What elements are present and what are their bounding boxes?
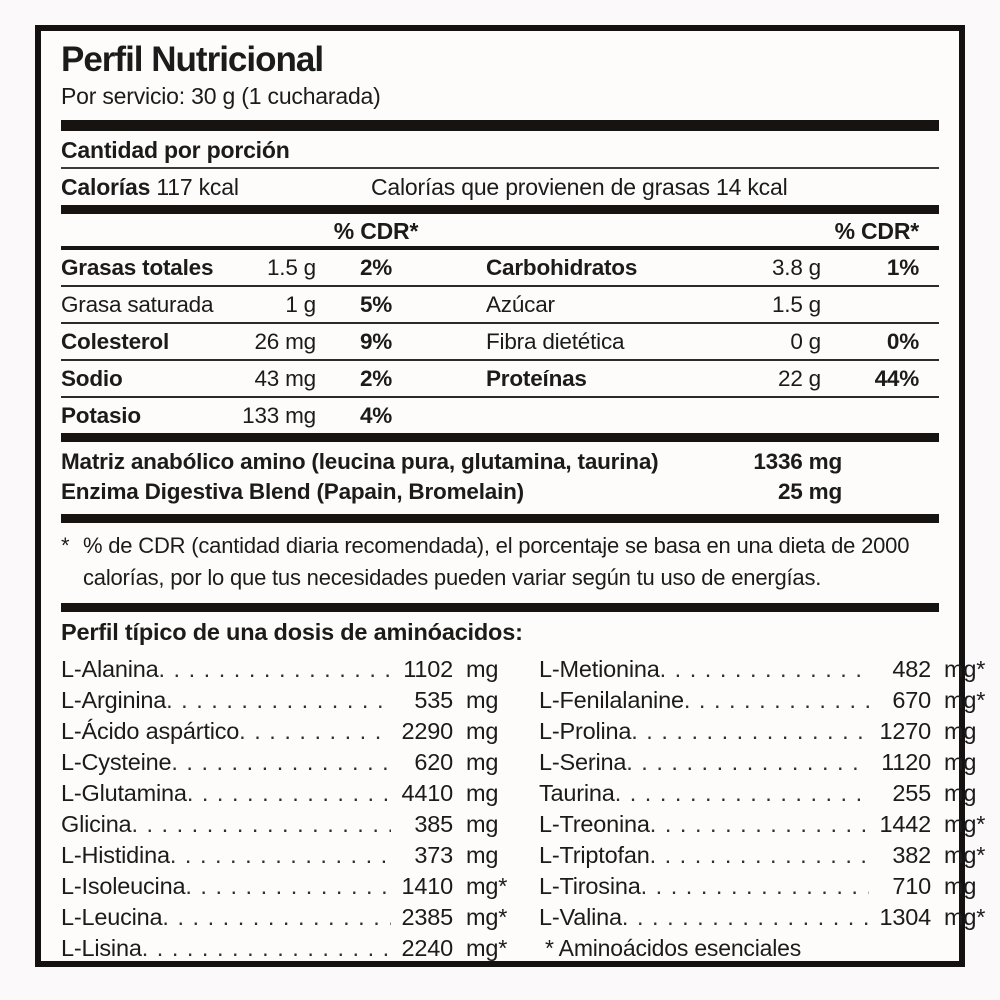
nutrient-name: Sodio	[61, 366, 123, 391]
amino-acid-unit: mg*	[944, 656, 986, 682]
amino-column-right	[539, 654, 986, 964]
cdr-header-left: % CDR*	[333, 218, 419, 244]
amino-acid-row	[61, 654, 505, 685]
nutrient-name: Grasas totales	[61, 255, 214, 280]
amino-acid-name: L-Prolina	[539, 718, 632, 744]
blend-section	[61, 442, 939, 514]
blend-row	[61, 477, 939, 507]
amino-acid-row	[539, 871, 983, 902]
amino-acid-row	[61, 902, 508, 933]
amino-acid-row	[539, 778, 983, 809]
amino-acid-unit: mg	[466, 811, 499, 837]
nutrient-percent-cdr: 9%	[359, 329, 393, 354]
nutrient-name: Potasio	[61, 403, 141, 428]
nutrient-percent-cdr	[821, 402, 939, 429]
nutrient-percent-cdr: 2%	[359, 255, 393, 280]
amino-acid-value: 1304	[879, 904, 931, 930]
blend-amount: 25 mg	[777, 479, 842, 504]
amino-acid-name: L-Tirosina	[539, 873, 641, 899]
amino-acid-row	[61, 716, 505, 747]
amino-acid-unit: mg	[944, 749, 977, 775]
amino-acid-name: L-Treonina	[539, 811, 650, 837]
amino-acid-row	[539, 902, 986, 933]
amino-acid-row	[61, 809, 505, 840]
amino-acid-row	[61, 840, 505, 871]
nutrient-percent-cdr: 5%	[359, 292, 393, 317]
amino-column-left	[61, 654, 508, 964]
amino-acid-value: 1442	[879, 811, 931, 837]
nutrient-name: Carbohidratos	[486, 255, 638, 280]
amino-acid-name: L-Leucina	[61, 904, 163, 930]
section-bar	[61, 120, 939, 131]
section-bar	[61, 603, 939, 612]
dot-leader	[615, 778, 869, 809]
dot-leader	[622, 902, 869, 933]
dot-leader	[660, 654, 869, 685]
amino-acid-value: 385	[414, 811, 453, 837]
amino-acid-row	[61, 747, 505, 778]
amino-acid-unit: mg*	[944, 842, 986, 868]
nutrient-row	[61, 398, 939, 433]
dot-leader	[684, 685, 869, 716]
amino-acid-value: 1102	[403, 656, 453, 682]
blend-name: Matriz anabólico amino (leucina pura, glutamina, taurina)	[61, 449, 659, 474]
footnote-marker: *	[61, 533, 70, 558]
amino-acid-name: L-Fenilalanine	[539, 687, 684, 713]
amino-acid-value: 710	[892, 873, 931, 899]
amino-acid-name: L-Ácido aspártico	[61, 718, 240, 744]
amino-acid-unit: mg	[466, 687, 499, 713]
nutrient-percent-cdr: 0%	[886, 329, 919, 354]
dot-leader	[650, 809, 869, 840]
blend-amount: 1336 mg	[753, 449, 842, 474]
nutrient-amount: 3.8 g	[771, 255, 821, 280]
column-gap	[436, 291, 486, 318]
cdr-footnote	[61, 523, 939, 603]
amino-acid-unit: mg*	[944, 904, 986, 930]
dot-leader	[171, 747, 391, 778]
amino-acid-row	[61, 685, 505, 716]
nutrient-amount	[716, 402, 821, 429]
amino-acid-name: L-Cysteine	[61, 749, 172, 775]
amino-acid-name: L-Glutamina	[61, 780, 187, 806]
amino-acid-name: L-Isoleucina	[61, 873, 186, 899]
nutrient-amount: 22 g	[778, 366, 821, 391]
amino-acid-value: 255	[892, 780, 931, 806]
nutrient-amount: 0 g	[790, 329, 821, 354]
amino-acid-value: 482	[892, 656, 931, 682]
section-bar	[61, 514, 939, 523]
nutrient-name: Fibra dietética	[486, 329, 625, 354]
nutrition-label	[35, 25, 986, 967]
amino-acid-unit: mg*	[944, 811, 986, 837]
nutrient-amount: 1.5 g	[266, 255, 316, 280]
amino-acid-name: Glicina	[61, 811, 132, 837]
nutrient-name: Azúcar	[486, 292, 555, 317]
nutrient-row	[61, 361, 939, 396]
blend-row	[61, 447, 939, 477]
amino-acid-row	[539, 716, 983, 747]
amino-acid-unit: mg	[944, 718, 977, 744]
amino-acid-name: L-Valina	[539, 904, 622, 930]
amino-acid-value: 1270	[879, 718, 931, 744]
nutrient-row	[61, 287, 939, 322]
amino-acid-value: 373	[414, 842, 453, 868]
calories-from-fat: Calorías que provienen de grasas 14 kcal	[371, 174, 788, 200]
dot-leader	[162, 902, 391, 933]
dot-leader	[159, 654, 392, 685]
amino-acid-unit: mg	[944, 780, 977, 806]
column-gap	[436, 254, 486, 281]
amino-acid-row	[61, 933, 508, 964]
page-title: Perfil Nutricional	[61, 40, 324, 79]
nutrient-name	[486, 402, 716, 429]
amino-acid-name: L-Alanina	[61, 656, 159, 682]
amino-acid-name: L-Histidina	[61, 842, 170, 868]
nutrient-amount: 133 mg	[242, 403, 316, 428]
amino-acid-unit: mg	[466, 718, 499, 744]
nutrient-amount: 1.5 g	[771, 292, 821, 317]
calories-cell	[61, 173, 371, 201]
cdr-header-row	[61, 214, 939, 246]
amino-acid-row	[539, 840, 986, 871]
amino-acid-value: 2290	[401, 718, 453, 744]
nutrient-percent-cdr: 4%	[359, 403, 393, 428]
amino-acid-name: L-Serina	[539, 749, 627, 775]
amino-acid-unit: mg	[466, 842, 499, 868]
dot-leader	[142, 933, 391, 964]
amino-acid-unit: mg*	[466, 904, 508, 930]
amino-acid-unit: mg	[466, 780, 499, 806]
amount-per-serving-label: Cantidad por porción	[61, 137, 290, 163]
nutrient-row	[61, 324, 939, 359]
cdr-header-right: % CDR*	[834, 218, 919, 244]
amino-acid-row	[61, 871, 508, 902]
nutrient-row	[61, 250, 939, 285]
amino-acid-value: 2385	[401, 904, 453, 930]
essential-amino-note: * Aminoácidos esenciales	[545, 935, 802, 961]
amino-acid-unit: mg	[944, 873, 977, 899]
amino-acid-name: L-Lisina	[61, 935, 142, 961]
column-gap	[436, 328, 486, 355]
amino-acid-unit: mg	[466, 656, 499, 682]
amino-acid-name: L-Metionina	[539, 656, 660, 682]
dot-leader	[641, 871, 869, 902]
amino-acid-value: 670	[892, 687, 931, 713]
nutrient-percent-cdr: 44%	[874, 366, 919, 391]
dot-leader	[239, 716, 391, 747]
amino-acid-row	[539, 685, 986, 716]
nutrient-amount: 43 mg	[254, 366, 316, 391]
section-bar	[61, 433, 939, 442]
column-gap	[436, 365, 486, 392]
amino-acid-unit: mg*	[466, 873, 508, 899]
dot-leader	[166, 685, 391, 716]
amino-acid-value: 620	[414, 749, 453, 775]
dot-leader	[187, 778, 391, 809]
nutrient-table	[61, 250, 939, 433]
amino-acid-value: 1410	[401, 873, 453, 899]
amino-acid-row	[539, 809, 986, 840]
dot-leader	[626, 747, 869, 778]
section-bar	[61, 205, 939, 214]
nutrient-name: Colesterol	[61, 329, 170, 354]
dot-leader	[650, 840, 869, 871]
amino-table	[61, 650, 986, 964]
amino-acid-value: 2240	[401, 935, 453, 961]
nutrient-percent-cdr: 2%	[359, 366, 393, 391]
nutrient-name: Proteínas	[486, 366, 587, 391]
nutrient-name: Grasa saturada	[61, 292, 214, 317]
calories-label: Calorías	[61, 174, 151, 200]
amino-acid-row	[61, 778, 505, 809]
amino-acid-row	[539, 654, 986, 685]
serving-size-text: Por servicio: 30 g (1 cucharada)	[61, 83, 381, 109]
amino-acid-name: L-Triptofan	[539, 842, 650, 868]
dot-leader	[131, 809, 391, 840]
calories-value: 117 kcal	[156, 174, 239, 200]
dot-leader	[631, 716, 869, 747]
amino-acid-name: Taurina	[539, 780, 615, 806]
amino-acid-value: 4410	[401, 780, 453, 806]
footnote-text: % de CDR (cantidad diaria recomendada), el porcentaje se basa en una dieta de 2000 calorías, por lo que tus necesidades pueden variar según tu uso de energías.	[83, 533, 910, 590]
column-gap	[436, 402, 486, 429]
dot-leader	[185, 871, 391, 902]
amino-acid-value: 535	[414, 687, 453, 713]
nutrient-amount: 1 g	[285, 292, 316, 317]
amino-acid-unit: mg	[466, 749, 499, 775]
nutrient-percent-cdr	[821, 291, 939, 318]
dot-leader	[170, 840, 391, 871]
amino-acid-unit: mg*	[466, 935, 508, 961]
amino-acid-row	[539, 747, 983, 778]
amino-acid-value: 1120	[881, 749, 931, 775]
blend-name: Enzima Digestiva Blend (Papain, Bromelain)	[61, 479, 524, 504]
nutrient-amount: 26 mg	[254, 329, 316, 354]
amino-profile-title: Perfil típico de una dosis de aminóacidos:	[61, 619, 523, 645]
calories-row	[61, 169, 939, 205]
amino-acid-unit: mg*	[944, 687, 986, 713]
amino-acid-value: 382	[892, 842, 931, 868]
nutrient-percent-cdr: 1%	[886, 255, 919, 280]
amino-acid-name: L-Arginina	[61, 687, 167, 713]
